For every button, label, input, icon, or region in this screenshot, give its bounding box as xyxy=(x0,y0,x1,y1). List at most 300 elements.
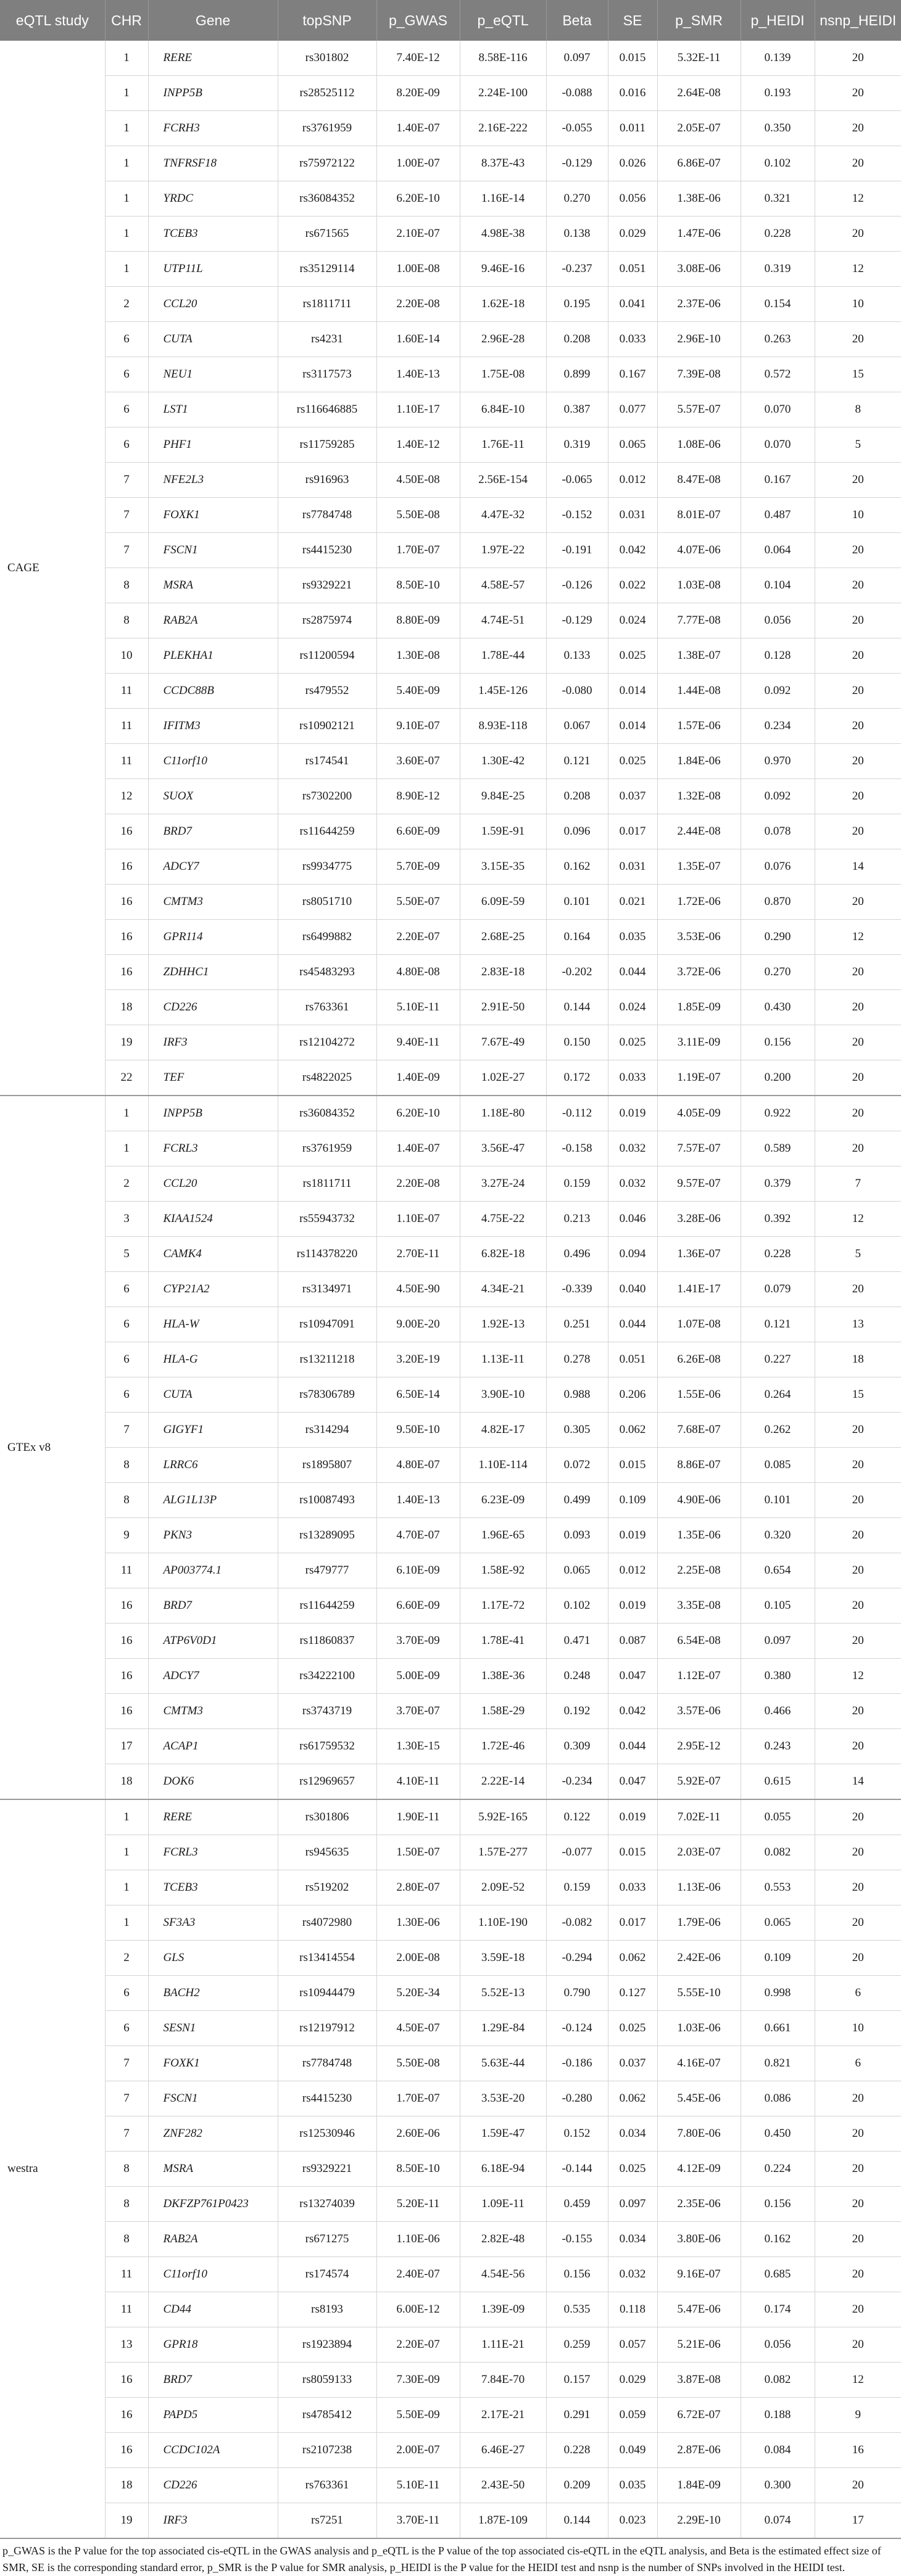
table-row xyxy=(0,146,901,181)
p-heidi-cell: 0.685 xyxy=(741,2257,815,2292)
top-snp-cell: rs671275 xyxy=(278,2222,376,2257)
table-row xyxy=(0,533,901,568)
chr-cell: 17 xyxy=(105,1729,148,1764)
top-snp-cell: rs11759285 xyxy=(278,427,376,463)
p-heidi-cell: 0.450 xyxy=(741,2116,815,2152)
table-row xyxy=(0,1553,901,1588)
header-chr: CHR xyxy=(105,0,148,41)
chr-cell: 16 xyxy=(105,2433,148,2468)
nsnp-heidi-cell: 12 xyxy=(815,181,901,217)
p-heidi-cell: 0.076 xyxy=(741,849,815,885)
chr-cell: 7 xyxy=(105,2116,148,2152)
p-gwas-cell: 5.50E-08 xyxy=(376,498,460,533)
chr-cell: 5 xyxy=(105,1237,148,1272)
se-cell: 0.167 xyxy=(608,357,657,392)
chr-cell: 18 xyxy=(105,1764,148,1800)
p-heidi-cell: 0.998 xyxy=(741,1976,815,2011)
p-gwas-cell: 1.30E-15 xyxy=(376,1729,460,1764)
gene-cell: CD226 xyxy=(148,2468,278,2503)
nsnp-heidi-cell: 16 xyxy=(815,2433,901,2468)
chr-cell: 6 xyxy=(105,322,148,357)
table-row xyxy=(0,990,901,1025)
p-heidi-cell: 0.320 xyxy=(741,1518,815,1553)
table-row xyxy=(0,1237,901,1272)
top-snp-cell: rs1895807 xyxy=(278,1448,376,1483)
table-row xyxy=(0,357,901,392)
p-eqtl-cell: 2.82E-48 xyxy=(460,2222,546,2257)
beta-cell: -0.080 xyxy=(546,674,608,709)
chr-cell: 16 xyxy=(105,1659,148,1694)
nsnp-heidi-cell: 20 xyxy=(815,1060,901,1096)
nsnp-heidi-cell: 9 xyxy=(815,2398,901,2433)
p-eqtl-cell: 2.09E-52 xyxy=(460,1870,546,1905)
gene-cell: HLA-W xyxy=(148,1307,278,1342)
p-eqtl-cell: 8.37E-43 xyxy=(460,146,546,181)
se-cell: 0.031 xyxy=(608,498,657,533)
chr-cell: 7 xyxy=(105,533,148,568)
gene-cell: RAB2A xyxy=(148,603,278,638)
header-p-heidi: p_HEIDI xyxy=(741,0,815,41)
p-heidi-cell: 0.154 xyxy=(741,287,815,322)
beta-cell: -0.234 xyxy=(546,1764,608,1800)
p-smr-cell: 1.44E-08 xyxy=(657,674,741,709)
p-gwas-cell: 2.60E-06 xyxy=(376,2116,460,2152)
p-gwas-cell: 1.40E-07 xyxy=(376,1131,460,1166)
p-eqtl-cell: 6.82E-18 xyxy=(460,1237,546,1272)
p-heidi-cell: 0.070 xyxy=(741,427,815,463)
p-gwas-cell: 6.60E-09 xyxy=(376,1588,460,1624)
table-row xyxy=(0,920,901,955)
top-snp-cell: rs4415230 xyxy=(278,2081,376,2116)
nsnp-heidi-cell: 20 xyxy=(815,322,901,357)
beta-cell: 0.496 xyxy=(546,1237,608,1272)
se-cell: 0.042 xyxy=(608,533,657,568)
se-cell: 0.024 xyxy=(608,603,657,638)
p-heidi-cell: 0.243 xyxy=(741,1729,815,1764)
beta-cell: 0.172 xyxy=(546,1060,608,1096)
p-gwas-cell: 4.70E-07 xyxy=(376,1518,460,1553)
chr-cell: 1 xyxy=(105,1905,148,1941)
top-snp-cell: rs13414554 xyxy=(278,1941,376,1976)
p-heidi-cell: 0.092 xyxy=(741,779,815,814)
top-snp-cell: rs7784748 xyxy=(278,498,376,533)
p-gwas-cell: 3.70E-11 xyxy=(376,2503,460,2539)
p-smr-cell: 1.03E-06 xyxy=(657,2011,741,2046)
p-heidi-cell: 0.102 xyxy=(741,146,815,181)
p-smr-cell: 7.77E-08 xyxy=(657,603,741,638)
beta-cell: 0.096 xyxy=(546,814,608,849)
gene-cell: FOXK1 xyxy=(148,2046,278,2081)
p-eqtl-cell: 1.39E-09 xyxy=(460,2292,546,2327)
p-heidi-cell: 0.085 xyxy=(741,1448,815,1483)
p-heidi-cell: 0.121 xyxy=(741,1307,815,1342)
p-gwas-cell: 7.30E-09 xyxy=(376,2363,460,2398)
p-eqtl-cell: 1.59E-91 xyxy=(460,814,546,849)
beta-cell: 0.228 xyxy=(546,2433,608,2468)
se-cell: 0.014 xyxy=(608,709,657,744)
p-smr-cell: 7.68E-07 xyxy=(657,1413,741,1448)
nsnp-heidi-cell: 20 xyxy=(815,885,901,920)
nsnp-heidi-cell: 15 xyxy=(815,357,901,392)
top-snp-cell: rs13211218 xyxy=(278,1342,376,1377)
p-gwas-cell: 3.20E-19 xyxy=(376,1342,460,1377)
nsnp-heidi-cell: 12 xyxy=(815,252,901,287)
chr-cell: 10 xyxy=(105,638,148,674)
p-gwas-cell: 9.00E-20 xyxy=(376,1307,460,1342)
se-cell: 0.033 xyxy=(608,1870,657,1905)
beta-cell: -0.158 xyxy=(546,1131,608,1166)
nsnp-heidi-cell: 20 xyxy=(815,990,901,1025)
se-cell: 0.062 xyxy=(608,1413,657,1448)
chr-cell: 6 xyxy=(105,1342,148,1377)
p-gwas-cell: 9.50E-10 xyxy=(376,1413,460,1448)
chr-cell: 11 xyxy=(105,2292,148,2327)
p-eqtl-cell: 6.84E-10 xyxy=(460,392,546,427)
beta-cell: 0.159 xyxy=(546,1166,608,1202)
p-eqtl-cell: 7.84E-70 xyxy=(460,2363,546,2398)
p-gwas-cell: 5.00E-09 xyxy=(376,1659,460,1694)
chr-cell: 16 xyxy=(105,885,148,920)
gene-cell: BRD7 xyxy=(148,814,278,849)
p-gwas-cell: 5.70E-09 xyxy=(376,849,460,885)
gene-cell: CCDC102A xyxy=(148,2433,278,2468)
se-cell: 0.056 xyxy=(608,181,657,217)
table-row xyxy=(0,1202,901,1237)
p-smr-cell: 3.11E-09 xyxy=(657,1025,741,1060)
p-smr-cell: 1.38E-06 xyxy=(657,181,741,217)
table-row xyxy=(0,1096,901,1131)
chr-cell: 7 xyxy=(105,463,148,498)
nsnp-heidi-cell: 20 xyxy=(815,1131,901,1166)
p-eqtl-cell: 1.29E-84 xyxy=(460,2011,546,2046)
nsnp-heidi-cell: 20 xyxy=(815,638,901,674)
gene-cell: PKN3 xyxy=(148,1518,278,1553)
gene-cell: CYP21A2 xyxy=(148,1272,278,1307)
p-gwas-cell: 4.50E-08 xyxy=(376,463,460,498)
p-smr-cell: 1.84E-06 xyxy=(657,744,741,779)
gene-cell: RAB2A xyxy=(148,2222,278,2257)
beta-cell: 0.305 xyxy=(546,1413,608,1448)
table-row xyxy=(0,1377,901,1413)
gene-cell: KIAA1524 xyxy=(148,1202,278,1237)
p-heidi-cell: 0.228 xyxy=(741,1237,815,1272)
gene-cell: RERE xyxy=(148,1799,278,1835)
se-cell: 0.033 xyxy=(608,1060,657,1096)
table-row xyxy=(0,252,901,287)
p-smr-cell: 8.01E-07 xyxy=(657,498,741,533)
beta-cell: -0.055 xyxy=(546,111,608,146)
p-gwas-cell: 8.90E-12 xyxy=(376,779,460,814)
table-row xyxy=(0,638,901,674)
nsnp-heidi-cell: 20 xyxy=(815,533,901,568)
chr-cell: 18 xyxy=(105,2468,148,2503)
p-smr-cell: 6.86E-07 xyxy=(657,146,741,181)
top-snp-cell: rs3134971 xyxy=(278,1272,376,1307)
nsnp-heidi-cell: 5 xyxy=(815,1237,901,1272)
chr-cell: 1 xyxy=(105,252,148,287)
beta-cell: 0.122 xyxy=(546,1799,608,1835)
beta-cell: -0.339 xyxy=(546,1272,608,1307)
p-heidi-cell: 0.162 xyxy=(741,2222,815,2257)
p-smr-cell: 5.47E-06 xyxy=(657,2292,741,2327)
top-snp-cell: rs12530946 xyxy=(278,2116,376,2152)
gene-cell: FCRH3 xyxy=(148,111,278,146)
p-gwas-cell: 4.10E-11 xyxy=(376,1764,460,1800)
table-row xyxy=(0,1799,901,1835)
p-eqtl-cell: 6.18E-94 xyxy=(460,2152,546,2187)
p-smr-cell: 2.87E-06 xyxy=(657,2433,741,2468)
beta-cell: -0.155 xyxy=(546,2222,608,2257)
table-row xyxy=(0,217,901,252)
se-cell: 0.017 xyxy=(608,1905,657,1941)
nsnp-heidi-cell: 20 xyxy=(815,1588,901,1624)
p-gwas-cell: 9.40E-11 xyxy=(376,1025,460,1060)
chr-cell: 6 xyxy=(105,1976,148,2011)
p-heidi-cell: 0.082 xyxy=(741,2363,815,2398)
chr-cell: 1 xyxy=(105,146,148,181)
p-heidi-cell: 0.300 xyxy=(741,2468,815,2503)
p-smr-cell: 4.07E-06 xyxy=(657,533,741,568)
top-snp-cell: rs314294 xyxy=(278,1413,376,1448)
nsnp-heidi-cell: 20 xyxy=(815,814,901,849)
beta-cell: 0.150 xyxy=(546,1025,608,1060)
p-heidi-cell: 0.174 xyxy=(741,2292,815,2327)
table-row xyxy=(0,2433,901,2468)
chr-cell: 19 xyxy=(105,1025,148,1060)
p-smr-cell: 2.25E-08 xyxy=(657,1553,741,1588)
top-snp-cell: rs13289095 xyxy=(278,1518,376,1553)
chr-cell: 3 xyxy=(105,1202,148,1237)
p-gwas-cell: 2.20E-07 xyxy=(376,2327,460,2363)
top-snp-cell: rs2875974 xyxy=(278,603,376,638)
p-heidi-cell: 0.109 xyxy=(741,1941,815,1976)
p-eqtl-cell: 3.15E-35 xyxy=(460,849,546,885)
beta-cell: 0.988 xyxy=(546,1377,608,1413)
chr-cell: 16 xyxy=(105,2398,148,2433)
header-row xyxy=(0,0,901,41)
top-snp-cell: rs3117573 xyxy=(278,357,376,392)
p-gwas-cell: 8.50E-10 xyxy=(376,2152,460,2187)
se-cell: 0.012 xyxy=(608,463,657,498)
chr-cell: 16 xyxy=(105,814,148,849)
header-eqtl-study: eQTL study xyxy=(0,0,105,41)
table-row xyxy=(0,1729,901,1764)
p-smr-cell: 9.16E-07 xyxy=(657,2257,741,2292)
p-heidi-cell: 0.056 xyxy=(741,603,815,638)
p-smr-cell: 1.55E-06 xyxy=(657,1377,741,1413)
gene-cell: SUOX xyxy=(148,779,278,814)
gene-cell: BACH2 xyxy=(148,1976,278,2011)
beta-cell: 0.152 xyxy=(546,2116,608,2152)
p-smr-cell: 1.36E-07 xyxy=(657,1237,741,1272)
beta-cell: -0.191 xyxy=(546,533,608,568)
gene-cell: ALG1L13P xyxy=(148,1483,278,1518)
p-eqtl-cell: 2.17E-21 xyxy=(460,2398,546,2433)
chr-cell: 8 xyxy=(105,2187,148,2222)
top-snp-cell: rs6499882 xyxy=(278,920,376,955)
table-row xyxy=(0,2398,901,2433)
p-heidi-cell: 0.379 xyxy=(741,1166,815,1202)
chr-cell: 9 xyxy=(105,1518,148,1553)
nsnp-heidi-cell: 20 xyxy=(815,1694,901,1729)
p-eqtl-cell: 3.56E-47 xyxy=(460,1131,546,1166)
p-smr-cell: 6.72E-07 xyxy=(657,2398,741,2433)
gene-cell: AP003774.1 xyxy=(148,1553,278,1588)
p-gwas-cell: 2.20E-07 xyxy=(376,920,460,955)
beta-cell: 0.208 xyxy=(546,779,608,814)
header-p-eqtl: p_eQTL xyxy=(460,0,546,41)
p-smr-cell: 1.41E-17 xyxy=(657,1272,741,1307)
table-row xyxy=(0,1659,901,1694)
se-cell: 0.015 xyxy=(608,41,657,76)
table-row xyxy=(0,41,901,76)
se-cell: 0.011 xyxy=(608,111,657,146)
nsnp-heidi-cell: 14 xyxy=(815,849,901,885)
nsnp-heidi-cell: 20 xyxy=(815,744,901,779)
nsnp-heidi-cell: 20 xyxy=(815,779,901,814)
table-footnote: p_GWAS is the P value for the top associated cis-eQTL in the GWAS analysis and p_eQTL is the P value of the top associated cis-eQTL in the eQTL analysis, and Beta is the estimated effect size of SMR, SE is the corresponding standard error, p_SMR is the P value for SMR analysis, p_HEIDI is the P value for the HEIDI test and nsnp is the number of SNPs involved in the HEIDI test. xyxy=(2,2545,881,2574)
nsnp-heidi-cell: 20 xyxy=(815,1905,901,1941)
beta-cell: -0.202 xyxy=(546,955,608,990)
se-cell: 0.031 xyxy=(608,849,657,885)
nsnp-heidi-cell: 13 xyxy=(815,1307,901,1342)
chr-cell: 1 xyxy=(105,217,148,252)
table-row xyxy=(0,1694,901,1729)
p-eqtl-cell: 1.72E-46 xyxy=(460,1729,546,1764)
top-snp-cell: rs55943732 xyxy=(278,1202,376,1237)
gene-cell: TCEB3 xyxy=(148,217,278,252)
gene-cell: LRRC6 xyxy=(148,1448,278,1483)
top-snp-cell: rs4785412 xyxy=(278,2398,376,2433)
p-gwas-cell: 6.60E-09 xyxy=(376,814,460,849)
p-gwas-cell: 3.70E-07 xyxy=(376,1694,460,1729)
se-cell: 0.025 xyxy=(608,638,657,674)
table-row xyxy=(0,287,901,322)
se-cell: 0.051 xyxy=(608,252,657,287)
chr-cell: 16 xyxy=(105,1588,148,1624)
beta-cell: -0.129 xyxy=(546,603,608,638)
p-gwas-cell: 2.00E-07 xyxy=(376,2433,460,2468)
p-heidi-cell: 0.074 xyxy=(741,2503,815,2539)
se-cell: 0.034 xyxy=(608,2116,657,2152)
se-cell: 0.034 xyxy=(608,2222,657,2257)
top-snp-cell: rs671565 xyxy=(278,217,376,252)
p-gwas-cell: 2.40E-07 xyxy=(376,2257,460,2292)
p-heidi-cell: 0.466 xyxy=(741,1694,815,1729)
top-snp-cell: rs12969657 xyxy=(278,1764,376,1800)
top-snp-cell: rs10947091 xyxy=(278,1307,376,1342)
p-smr-cell: 5.57E-07 xyxy=(657,392,741,427)
p-smr-cell: 2.05E-07 xyxy=(657,111,741,146)
p-heidi-cell: 0.350 xyxy=(741,111,815,146)
p-eqtl-cell: 8.58E-116 xyxy=(460,41,546,76)
p-gwas-cell: 8.80E-09 xyxy=(376,603,460,638)
top-snp-cell: rs174574 xyxy=(278,2257,376,2292)
p-smr-cell: 6.26E-08 xyxy=(657,1342,741,1377)
se-cell: 0.118 xyxy=(608,2292,657,2327)
top-snp-cell: rs479552 xyxy=(278,674,376,709)
p-heidi-cell: 0.321 xyxy=(741,181,815,217)
p-eqtl-cell: 7.67E-49 xyxy=(460,1025,546,1060)
p-eqtl-cell: 1.78E-41 xyxy=(460,1624,546,1659)
gene-cell: FSCN1 xyxy=(148,533,278,568)
p-smr-cell: 2.44E-08 xyxy=(657,814,741,849)
p-heidi-cell: 0.572 xyxy=(741,357,815,392)
p-gwas-cell: 4.80E-08 xyxy=(376,955,460,990)
gene-cell: SF3A3 xyxy=(148,1905,278,1941)
gene-cell: C11orf10 xyxy=(148,2257,278,2292)
nsnp-heidi-cell: 20 xyxy=(815,674,901,709)
se-cell: 0.046 xyxy=(608,1202,657,1237)
gene-cell: PLEKHA1 xyxy=(148,638,278,674)
nsnp-heidi-cell: 20 xyxy=(815,2081,901,2116)
se-cell: 0.033 xyxy=(608,322,657,357)
p-eqtl-cell: 9.46E-16 xyxy=(460,252,546,287)
p-heidi-cell: 0.227 xyxy=(741,1342,815,1377)
table-row xyxy=(0,2081,901,2116)
study-cell: westra xyxy=(0,1799,105,2538)
se-cell: 0.012 xyxy=(608,1553,657,1588)
p-smr-cell: 5.45E-06 xyxy=(657,2081,741,2116)
p-smr-cell: 1.12E-07 xyxy=(657,1659,741,1694)
p-gwas-cell: 1.90E-11 xyxy=(376,1799,460,1835)
p-smr-cell: 2.95E-12 xyxy=(657,1729,741,1764)
nsnp-heidi-cell: 20 xyxy=(815,463,901,498)
nsnp-heidi-cell: 20 xyxy=(815,2152,901,2187)
nsnp-heidi-cell: 12 xyxy=(815,1202,901,1237)
nsnp-heidi-cell: 6 xyxy=(815,1976,901,2011)
table-row xyxy=(0,2327,901,2363)
p-eqtl-cell: 3.59E-18 xyxy=(460,1941,546,1976)
p-gwas-cell: 1.10E-07 xyxy=(376,1202,460,1237)
p-gwas-cell: 1.40E-12 xyxy=(376,427,460,463)
p-heidi-cell: 0.654 xyxy=(741,1553,815,1588)
table-row xyxy=(0,463,901,498)
p-smr-cell: 3.80E-06 xyxy=(657,2222,741,2257)
p-heidi-cell: 0.188 xyxy=(741,2398,815,2433)
p-eqtl-cell: 1.11E-21 xyxy=(460,2327,546,2363)
p-heidi-cell: 0.224 xyxy=(741,2152,815,2187)
p-heidi-cell: 0.970 xyxy=(741,744,815,779)
chr-cell: 6 xyxy=(105,2011,148,2046)
table-row xyxy=(0,744,901,779)
p-eqtl-cell: 1.13E-11 xyxy=(460,1342,546,1377)
top-snp-cell: rs479777 xyxy=(278,1553,376,1588)
p-heidi-cell: 0.263 xyxy=(741,322,815,357)
gene-cell: CCL20 xyxy=(148,287,278,322)
p-smr-cell: 2.37E-06 xyxy=(657,287,741,322)
p-eqtl-cell: 5.63E-44 xyxy=(460,2046,546,2081)
top-snp-cell: rs11644259 xyxy=(278,814,376,849)
nsnp-heidi-cell: 12 xyxy=(815,920,901,955)
gene-cell: IRF3 xyxy=(148,2503,278,2539)
p-eqtl-cell: 2.91E-50 xyxy=(460,990,546,1025)
p-smr-cell: 5.55E-10 xyxy=(657,1976,741,2011)
p-eqtl-cell: 1.02E-27 xyxy=(460,1060,546,1096)
beta-cell: -0.152 xyxy=(546,498,608,533)
beta-cell: 0.072 xyxy=(546,1448,608,1483)
p-heidi-cell: 0.392 xyxy=(741,1202,815,1237)
chr-cell: 1 xyxy=(105,111,148,146)
se-cell: 0.127 xyxy=(608,1976,657,2011)
top-snp-cell: rs9329221 xyxy=(278,568,376,603)
top-snp-cell: rs945635 xyxy=(278,1835,376,1870)
gene-cell: ADCY7 xyxy=(148,849,278,885)
p-eqtl-cell: 2.83E-18 xyxy=(460,955,546,990)
table-row xyxy=(0,1413,901,1448)
gene-cell: CAMK4 xyxy=(148,1237,278,1272)
chr-cell: 1 xyxy=(105,76,148,111)
